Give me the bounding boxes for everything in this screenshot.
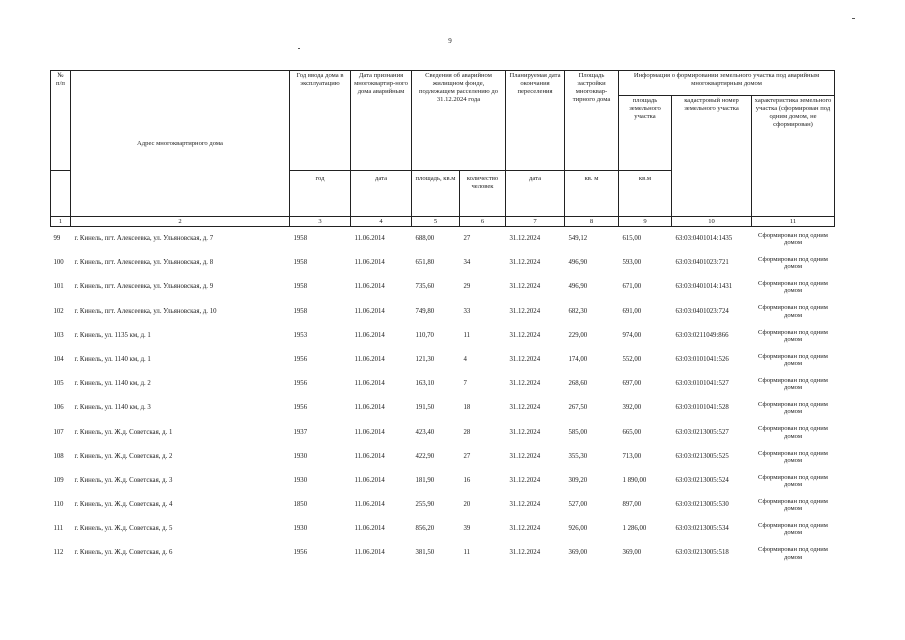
row-land-area: 1 286,00 <box>622 525 647 533</box>
row-people-count: 7 <box>463 380 467 388</box>
row-number: 99 <box>53 235 61 243</box>
row-address: г. Кинель, ул. 1140 км, д. 3 <box>74 404 151 412</box>
table-row <box>51 445 835 469</box>
column-number: 7 <box>506 217 565 227</box>
row-planned-date: 31.12.2024 <box>509 380 541 388</box>
row-year: 1953 <box>293 331 308 339</box>
row-address: г. Кинель, пгт. Алексеевка, ул. Ульяновская, д. 7 <box>74 235 214 243</box>
row-cadastral-number: 63:03:0401023:724 <box>675 307 729 315</box>
row-planned-date: 31.12.2024 <box>509 235 541 243</box>
scan-speck <box>852 18 855 19</box>
row-building-area: 267,50 <box>568 404 588 412</box>
row-people-count: 39 <box>463 525 471 533</box>
table-body <box>51 227 835 566</box>
row-emergency-area: 856,20 <box>415 525 435 533</box>
table-row <box>51 324 835 348</box>
header-emergency-info: Сведения об аварийном жилищном фонде, подлежащем расселению до 31.12.2024 года <box>412 71 506 171</box>
column-number: 8 <box>565 217 619 227</box>
row-recognition-date: 11.06.2014 <box>354 549 385 557</box>
row-building-area: 585,00 <box>568 428 588 436</box>
row-planned-date: 31.12.2024 <box>509 355 541 363</box>
row-year: 1958 <box>293 307 308 315</box>
row-cadastral-number: 63:03:0213005:525 <box>675 452 729 460</box>
header-total-area: Площадь застройки многоквар-тирного дома <box>565 71 619 171</box>
row-recognition-date: 11.06.2014 <box>354 380 385 388</box>
row-address: г. Кинель, ул. 1140 км, д. 1 <box>74 355 151 363</box>
row-year: 1956 <box>293 549 308 557</box>
row-cadastral-number: 63:03:0213005:524 <box>675 476 729 484</box>
table-row <box>51 493 835 517</box>
row-number: 101 <box>53 283 64 291</box>
column-number: 11 <box>752 217 835 227</box>
row-number: 104 <box>53 355 64 363</box>
row-cadastral-number: 63:03:0101041:527 <box>675 380 729 388</box>
row-land-area: 897,00 <box>622 501 642 509</box>
row-address: г. Кинель, пгт. Алексеевка, ул. Ульяновская, д. 8 <box>74 259 214 267</box>
column-number: 9 <box>619 217 672 227</box>
row-land-characteristic: Сформирован под одним домом <box>758 376 828 392</box>
row-emergency-area: 422,90 <box>415 452 435 460</box>
unit-empty <box>51 171 71 217</box>
row-number: 109 <box>53 476 64 484</box>
row-cadastral-number: 63:03:0401014:1431 <box>675 283 733 291</box>
row-address: г. Кинель, ул. Ж.д. Советская, д. 5 <box>74 525 173 533</box>
row-planned-date: 31.12.2024 <box>509 476 541 484</box>
unit-area: площадь, кв.м <box>412 171 460 217</box>
row-address: г. Кинель, ул. 1140 км, д. 2 <box>74 380 151 388</box>
row-planned-date: 31.12.2024 <box>509 404 541 412</box>
row-address: г. Кинель, пгт. Алексеевка, ул. Ульяновская, д. 9 <box>74 283 214 291</box>
row-emergency-area: 651,80 <box>415 259 435 267</box>
unit-sqm: кв. м <box>565 171 619 217</box>
table-row <box>51 541 835 565</box>
row-recognition-date: 11.06.2014 <box>354 331 385 339</box>
row-emergency-area: 181,90 <box>415 476 435 484</box>
unit-plan-date: дата <box>506 171 565 217</box>
row-land-characteristic: Сформирован под одним домом <box>758 473 828 488</box>
row-address: г. Кинель, ул. Ж.д. Советская, д. 4 <box>74 501 173 509</box>
column-number: 2 <box>71 217 290 227</box>
row-emergency-area: 191,50 <box>415 404 435 412</box>
unit-land-sqm: кв.м <box>619 171 672 217</box>
table-row <box>51 469 835 493</box>
row-people-count: 27 <box>463 235 471 243</box>
row-number: 111 <box>53 525 64 533</box>
column-number-row <box>51 217 835 227</box>
row-people-count: 16 <box>463 476 471 484</box>
row-land-area: 974,00 <box>622 331 642 339</box>
row-emergency-area: 749,80 <box>415 307 435 315</box>
row-emergency-area: 381,50 <box>415 549 435 557</box>
row-number: 106 <box>53 404 64 412</box>
row-people-count: 29 <box>463 283 471 291</box>
header-year: Год ввода дома в эксплуатацию <box>290 71 351 171</box>
header-row-top <box>51 71 835 96</box>
row-emergency-area: 255,90 <box>415 501 435 509</box>
row-planned-date: 31.12.2024 <box>509 331 541 339</box>
row-cadastral-number: 63:03:0401014:1435 <box>675 235 733 243</box>
row-recognition-date: 11.06.2014 <box>354 428 385 436</box>
row-land-area: 593,00 <box>622 259 642 267</box>
row-cadastral-number: 63:03:0213005:534 <box>675 525 729 533</box>
row-building-area: 926,00 <box>568 525 588 533</box>
row-building-area: 229,00 <box>568 331 588 339</box>
row-land-characteristic: Сформирован под одним домом <box>758 497 828 513</box>
row-address: г. Кинель, пгт. Алексеевка, ул. Ульяновская, д. 10 <box>74 307 217 315</box>
row-building-area: 496,90 <box>568 259 588 267</box>
row-planned-date: 31.12.2024 <box>509 549 541 557</box>
row-address: г. Кинель, ул. Ж.д. Советская, д. 2 <box>74 452 173 460</box>
header-land-area: площадь земельного участка <box>619 96 672 171</box>
row-number: 100 <box>53 259 64 267</box>
row-planned-date: 31.12.2024 <box>509 428 541 436</box>
row-year: 1956 <box>293 355 308 363</box>
row-address: г. Кинель, ул. Ж.д. Советская, д. 6 <box>74 549 173 557</box>
row-cadastral-number: 63:03:0213005:527 <box>675 428 729 436</box>
table-row <box>51 348 835 372</box>
row-recognition-date: 11.06.2014 <box>354 476 385 484</box>
table-row <box>51 396 835 420</box>
row-land-area: 697,00 <box>622 380 642 388</box>
row-people-count: 4 <box>463 355 467 363</box>
table-row <box>51 275 835 299</box>
row-land-characteristic: Сформирован под одним домом <box>758 231 828 247</box>
row-emergency-area: 735,60 <box>415 283 435 291</box>
row-land-characteristic: Сформирован под одним домом <box>758 256 828 271</box>
row-emergency-area: 110,70 <box>415 331 434 339</box>
row-year: 1930 <box>293 525 308 533</box>
row-land-area: 552,00 <box>622 355 642 363</box>
row-recognition-date: 11.06.2014 <box>354 525 385 533</box>
row-land-characteristic: Сформирован под одним домом <box>758 280 828 295</box>
row-land-area: 369,00 <box>622 549 642 557</box>
row-emergency-area: 423,40 <box>415 428 435 436</box>
header-characteristic: характеристика земельного участка (сформирован под одним домом, не сформирован) <box>752 96 835 217</box>
row-year: 1937 <box>293 428 308 436</box>
row-people-count: 18 <box>463 404 471 412</box>
row-land-area: 671,00 <box>622 283 642 291</box>
column-number: 10 <box>672 217 752 227</box>
row-people-count: 33 <box>463 307 471 315</box>
emergency-housing-table <box>50 70 835 566</box>
row-address: г. Кинель, ул. 1135 км, д. 1 <box>74 331 151 339</box>
row-cadastral-number: 63:03:0101041:526 <box>675 355 729 363</box>
row-planned-date: 31.12.2024 <box>509 283 541 291</box>
column-number: 5 <box>412 217 460 227</box>
row-building-area: 682,30 <box>568 307 588 315</box>
row-cadastral-number: 63:03:0401023:721 <box>675 259 729 267</box>
row-year: 1956 <box>293 380 308 388</box>
row-building-area: 527,00 <box>568 501 588 509</box>
header-cadastral: кадастровый номер земельного участка <box>672 96 752 217</box>
header-planned-date: Планируемая дата окончания переселения <box>506 71 565 171</box>
row-year: 1930 <box>293 452 308 460</box>
row-planned-date: 31.12.2024 <box>509 501 541 509</box>
unit-date: дата <box>351 171 412 217</box>
row-land-characteristic: Сформирован под одним домом <box>758 522 828 537</box>
row-land-area: 392,00 <box>622 404 642 412</box>
unit-people: количество человек <box>460 171 506 217</box>
table-row <box>51 227 835 252</box>
row-emergency-area: 163,10 <box>415 380 435 388</box>
row-emergency-area: 121,30 <box>415 355 435 363</box>
table-row <box>51 372 835 396</box>
row-planned-date: 31.12.2024 <box>509 525 541 533</box>
unit-year: год <box>290 171 351 217</box>
row-cadastral-number: 63:03:0211049:866 <box>675 331 729 339</box>
row-land-characteristic: Сформирован под одним домом <box>758 449 828 464</box>
row-land-area: 691,00 <box>622 307 642 315</box>
row-number: 105 <box>53 380 64 388</box>
header-num: № п/п <box>51 71 71 171</box>
row-land-characteristic: Сформирован под одним домом <box>758 328 828 343</box>
row-land-area: 1 890,00 <box>622 476 647 484</box>
row-cadastral-number: 63:03:0213005:530 <box>675 501 729 509</box>
row-planned-date: 31.12.2024 <box>509 259 541 267</box>
row-people-count: 11 <box>463 331 471 339</box>
row-year: 1850 <box>293 501 308 509</box>
column-number: 6 <box>460 217 506 227</box>
header-land-info: Информация о формировании земельного участка под аварийным многоквартирным домом <box>619 71 835 96</box>
row-people-count: 34 <box>463 259 471 267</box>
row-number: 103 <box>53 331 64 339</box>
table-row <box>51 300 835 324</box>
scan-speck <box>298 48 300 49</box>
row-planned-date: 31.12.2024 <box>509 452 541 460</box>
row-address: г. Кинель, ул. Ж.д. Советская, д. 3 <box>74 476 173 484</box>
row-number: 108 <box>53 452 64 460</box>
row-recognition-date: 11.06.2014 <box>354 501 385 509</box>
header-address: Адрес многоквартирного дома <box>71 71 290 217</box>
row-recognition-date: 11.06.2014 <box>354 452 385 460</box>
row-year: 1958 <box>293 235 308 243</box>
row-building-area: 355,30 <box>568 452 588 460</box>
row-building-area: 309,20 <box>568 476 588 484</box>
row-land-characteristic: Сформирован под одним домом <box>758 425 828 440</box>
row-recognition-date: 11.06.2014 <box>354 283 385 291</box>
row-cadastral-number: 63:03:0101041:528 <box>675 404 729 412</box>
page-number: 9 <box>448 37 452 45</box>
row-recognition-date: 11.06.2014 <box>354 235 385 243</box>
row-land-area: 713,00 <box>622 452 642 460</box>
row-year: 1958 <box>293 259 308 267</box>
row-number: 112 <box>53 549 64 557</box>
row-emergency-area: 688,00 <box>415 235 435 243</box>
table-row <box>51 421 835 445</box>
column-number: 4 <box>351 217 412 227</box>
row-recognition-date: 11.06.2014 <box>354 355 385 363</box>
row-land-characteristic: Сформирован под одним домом <box>758 352 828 368</box>
row-people-count: 27 <box>463 452 471 460</box>
row-address: г. Кинель, ул. Ж.д. Советская, д. 1 <box>74 428 173 436</box>
column-number: 3 <box>290 217 351 227</box>
row-people-count: 11 <box>463 549 471 557</box>
row-year: 1930 <box>293 476 308 484</box>
row-people-count: 28 <box>463 428 471 436</box>
row-building-area: 496,90 <box>568 283 588 291</box>
row-recognition-date: 11.06.2014 <box>354 259 385 267</box>
row-land-area: 615,00 <box>622 235 642 243</box>
row-people-count: 20 <box>463 501 471 509</box>
row-recognition-date: 11.06.2014 <box>354 307 385 315</box>
row-number: 102 <box>53 307 64 315</box>
row-number: 110 <box>53 501 64 509</box>
table-row <box>51 517 835 541</box>
row-building-area: 549,12 <box>568 235 588 243</box>
row-cadastral-number: 63:03:0213005:518 <box>675 549 729 557</box>
row-year: 1958 <box>293 283 308 291</box>
row-planned-date: 31.12.2024 <box>509 307 541 315</box>
row-recognition-date: 11.06.2014 <box>354 404 385 412</box>
row-number: 107 <box>53 428 64 436</box>
row-land-characteristic: Сформирован под одним домом <box>758 401 828 416</box>
row-land-area: 665,00 <box>622 428 642 436</box>
header-recognition-date: Дата признания многоквартир-ного дома аварийным <box>351 71 412 171</box>
row-year: 1956 <box>293 404 308 412</box>
table-row <box>51 251 835 275</box>
row-building-area: 369,00 <box>568 549 588 557</box>
column-number: 1 <box>51 217 71 227</box>
row-land-characteristic: Сформирован под одним домом <box>758 304 828 319</box>
row-land-characteristic: Сформирован под одним домом <box>758 546 828 561</box>
row-building-area: 268,60 <box>568 380 588 388</box>
row-building-area: 174,00 <box>568 355 588 363</box>
